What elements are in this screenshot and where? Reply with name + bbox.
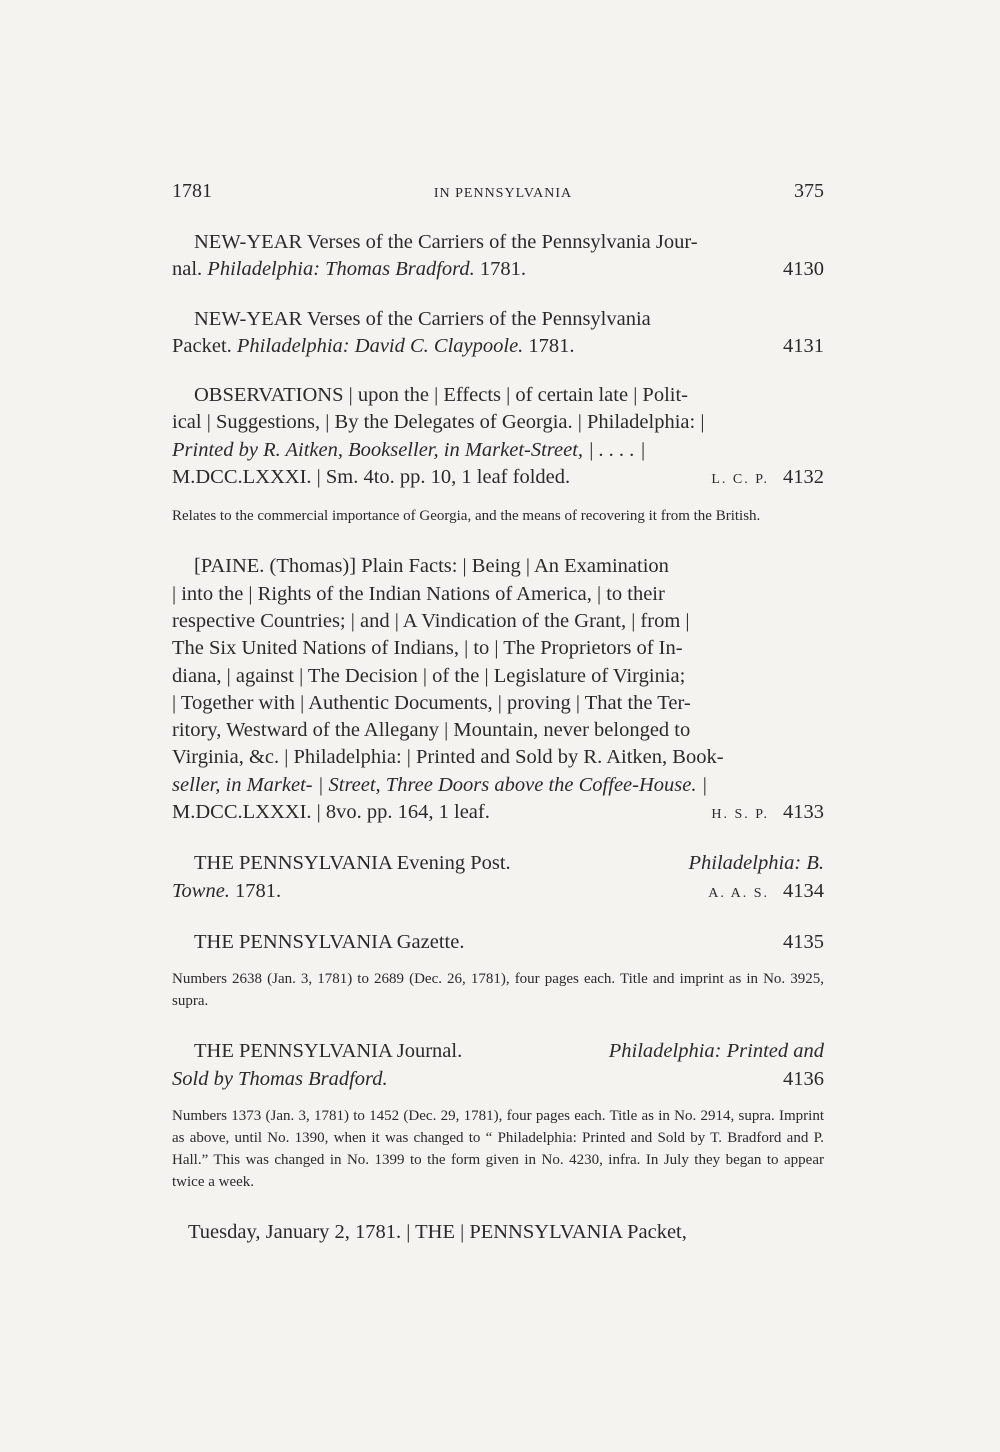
entry-line: OBSERVATIONS | upon the | Effects | of certain late | Polit- [194,384,688,407]
entry-line: Virginia, &c. | Philadelphia: | Printed and Sold by R. Aitken, Book- [172,746,724,769]
entry-line: Printed by R. Aitken, Bookseller, in Market-Street, | . . . . | [172,438,646,461]
entry-line [172,1066,824,1093]
entry-line [172,799,824,828]
library-code: H. S. P. [711,807,769,823]
entry-4130 [172,229,824,284]
entry-text: nal. [172,258,203,281]
entry-imprint: Towne. [172,879,230,902]
entry-line [172,850,824,877]
entry-year: 1781. [479,258,526,281]
entry-line [172,464,824,493]
entry-line [172,878,824,907]
entry-line: respective Countries; | and | A Vindication of the Grant, | from | [172,609,690,632]
entry-line: | Together with | Authentic Documents, | proving | That the Ter- [172,691,691,714]
entry-number: 4136 [783,1067,824,1090]
entry-number: 4131 [783,334,824,357]
entry-number: 4130 [783,258,824,281]
entry-text: Packet. [172,334,232,357]
entry-4136 [172,1038,824,1093]
entry-line [172,256,824,283]
entry-imprint: Philadelphia: B. [688,852,824,875]
entry-4134 [172,850,824,907]
entry-year: 1781. [235,879,282,902]
entry-4133 [172,553,824,828]
entry-line [172,333,824,360]
entry-imprint: Philadelphia: Thomas Bradford. [207,258,475,281]
running-header [172,180,824,203]
entry-line: [PAINE. (Thomas)] Plain Facts: | Being | An Examination [194,555,669,578]
entry-note: Relates to the commercial importance of Georgia, and the means of recovering it from the British. [172,508,761,525]
entry-line: NEW-YEAR Verses of the Carriers of the Pennsylvania [194,307,651,330]
entry-year: 1781. [528,334,575,357]
library-code: A. A. S. [708,885,769,901]
entry-imprint: Sold by Thomas Bradford. [172,1067,388,1090]
entry-note: Numbers 1373 (Jan. 3, 1781) to 1452 (Dec. 29, 1781), four pages each. Title as in No. 2914, supra. Imprint as above, until No. 1390, when it was changed to “ Philadelphia: Printed and Sold by T. Bradford and P. Hall.” This was changed in No. 1399 to the form given in No. 4230, infra. In July they began to appear twice a week. [172,1107,824,1190]
continued-entry-line: Tuesday, January 2, 1781. | THE | PENNSYLVANIA Packet, [188,1220,687,1243]
header-year: 1781 [172,180,212,202]
entry-4135 [172,929,824,956]
entry-text: M.DCC.LXXXI. | Sm. 4to. pp. 10, 1 leaf folded. [172,466,571,489]
entry-4131 [172,306,824,361]
entry-line: diana, | against | The Decision | of the | Legislature of Virginia; [172,664,686,687]
entry-line [172,1038,824,1065]
entry-number: 4133 [783,801,824,824]
entry-number: 4135 [783,930,824,953]
entry-line: seller, in Market- | Street, Three Doors above the Coffee-House. | [172,773,708,796]
entry-text: M.DCC.LXXXI. | 8vo. pp. 164, 1 leaf. [172,801,490,824]
entry-number: 4134 [783,879,824,902]
entry-4132 [172,382,824,493]
entry-text: THE PENNSYLVANIA Gazette. [194,930,465,953]
entry-line: NEW-YEAR Verses of the Carriers of the Pennsylvania Jour- [194,231,698,253]
page [172,180,824,1246]
entry-imprint: Philadelphia: David C. Claypoole. [236,334,524,357]
entry-line: The Six United Nations of Indians, | to | The Proprietors of In- [172,637,683,660]
entry-line: | into the | Rights of the Indian Nations of America, | to their [172,582,665,605]
entry-imprint: Philadelphia: Printed and [608,1040,824,1063]
entry-line [172,929,824,956]
header-title: IN PENNSYLVANIA [433,186,573,201]
entry-note: Numbers 2638 (Jan. 3, 1781) to 2689 (Dec. 26, 1781), four pages each. Title and imprint as in No. 3925, supra. [172,971,824,1010]
entry-text: THE PENNSYLVANIA Journal. [194,1040,463,1063]
entry-line: ical | Suggestions, | By the Delegates of Georgia. | Philadelphia: | [172,411,705,434]
page-number: 375 [793,180,824,202]
entry-line: ritory, Westward of the Allegany | Mountain, never belonged to [172,719,691,742]
library-code: L. C. P. [711,472,769,488]
entry-text: THE PENNSYLVANIA Evening Post. [194,852,511,875]
entry-number: 4132 [783,466,824,489]
